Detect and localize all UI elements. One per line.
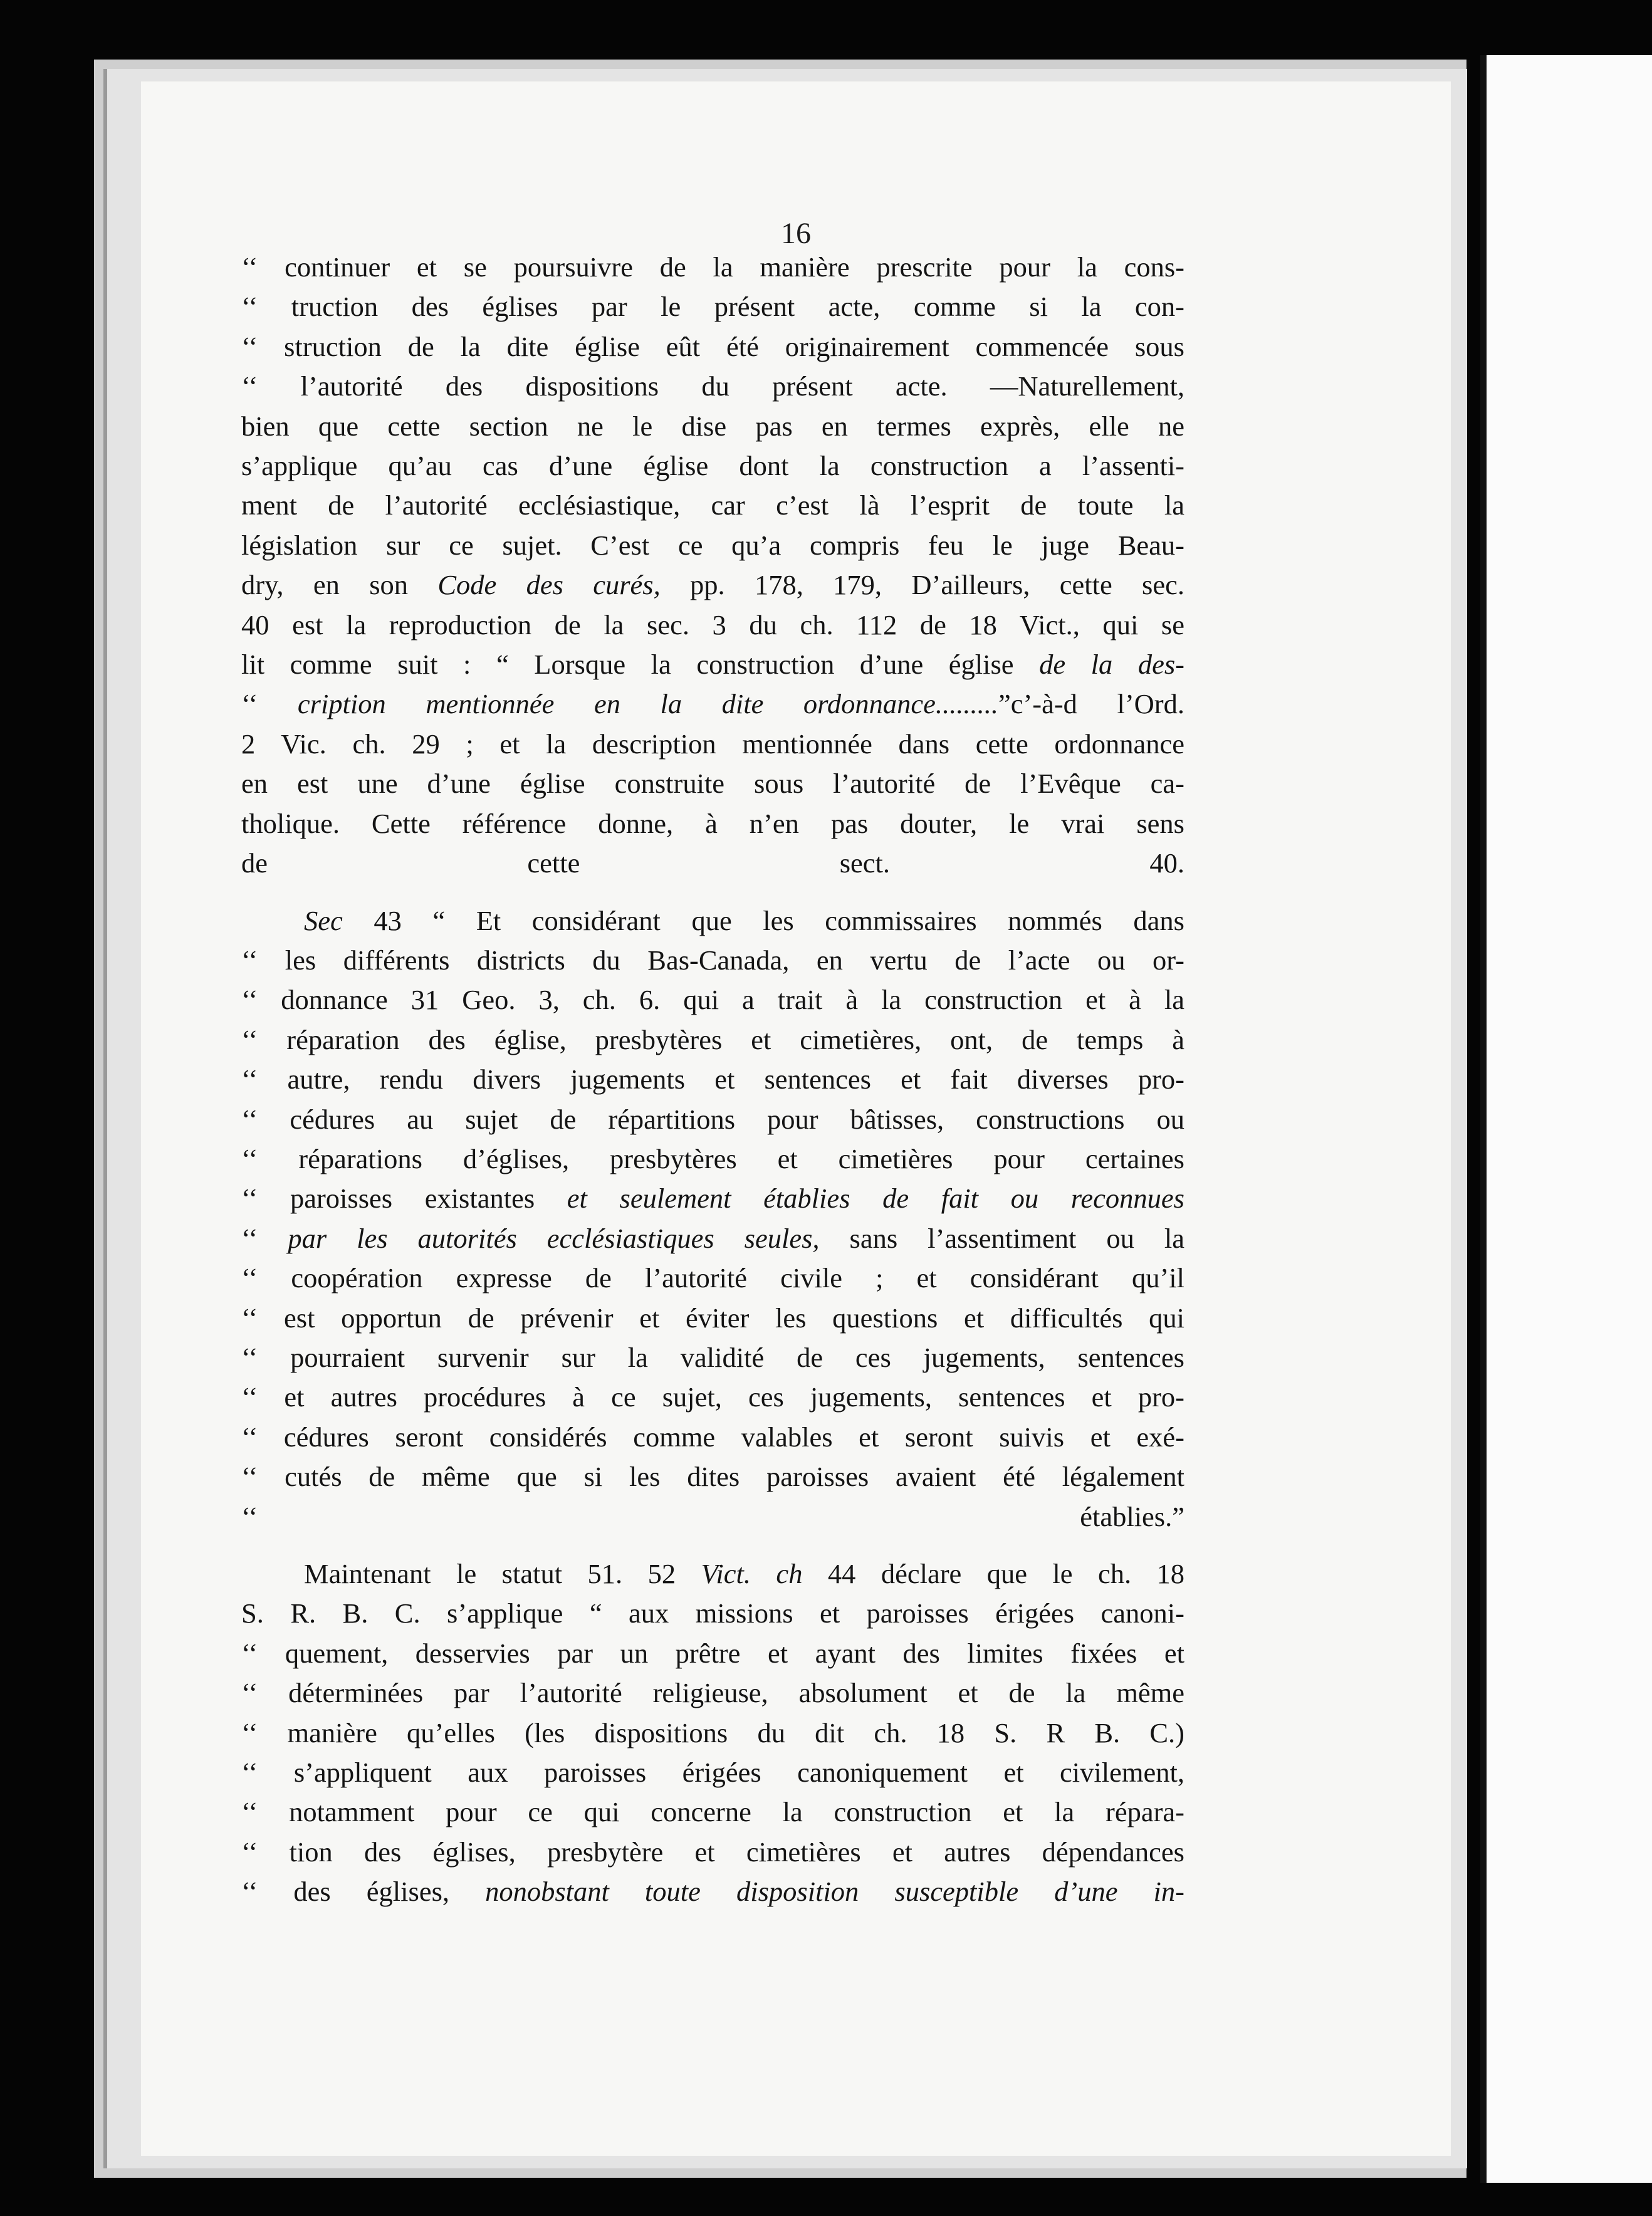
facing-page-edge xyxy=(1480,55,1652,2183)
text-line: ‘‘ truction des églises par le présent acte, comme si la con- xyxy=(241,291,1184,323)
paragraph-statute-continuation xyxy=(241,248,1184,884)
text-line: ‘‘ donnance 31 Geo. 3, ch. 6. qui a trait à la construction et à la xyxy=(241,984,1184,1016)
text-line: ‘‘ des églises, nonobstant toute disposition susceptible d’une in- xyxy=(241,1876,1184,1908)
text-line: ‘‘ établies.” xyxy=(241,1500,1184,1532)
text-line: ‘‘ tion des églises, presbytère et cimetières et autres dépendances xyxy=(241,1836,1184,1868)
text-line: ‘‘ pourraient survenir sur la validité de ces jugements, sentences xyxy=(241,1341,1184,1373)
paragraph-statute-51-52 xyxy=(241,1554,1184,1912)
italic-book-title: Code des curés, xyxy=(437,569,661,601)
text-line: législation sur ce sujet. C’est ce qu’a compris feu le juge Beau- xyxy=(241,529,1184,561)
text-line: 2 Vic. ch. 29 ; et la description mentionnée dans cette ordonnance xyxy=(241,728,1184,760)
text-line: ‘‘ coopération expresse de l’autorité civile ; et considérant qu’il xyxy=(241,1262,1184,1294)
text-line: Sec 43 “ Et considérant que les commissaires nommés dans xyxy=(304,904,1184,936)
paragraph-section-43 xyxy=(241,901,1184,1537)
italic-statute-ref: Vict. ch xyxy=(701,1558,803,1589)
italic-quote: de la des- xyxy=(1039,649,1184,681)
text-line: dry, en son Code des curés, pp. 178, 179, D’ailleurs, cette sec. xyxy=(241,569,1184,601)
text-line: ‘‘ quement, desservies par un prêtre et ayant des limites fixées et xyxy=(241,1637,1184,1669)
italic-quote: cription mentionnée en la dite ordonnance......... xyxy=(297,688,998,720)
text-line: ‘‘ cédures au sujet de répartitions pour bâtisses, constructions ou xyxy=(241,1103,1184,1135)
page-number: 16 xyxy=(781,217,811,250)
text-line: en est une d’une église construite sous l’autorité de l’Evêque ca- xyxy=(241,768,1184,800)
italic-emphasis: par les autorités ecclésiastiques seules, xyxy=(288,1222,820,1254)
text-line: ‘‘ cédures seront considérés comme valables et seront suivis et exé- xyxy=(241,1421,1184,1453)
text-line: ‘‘ notamment pour ce qui concerne la construction et la répara- xyxy=(241,1796,1184,1828)
text-line: ‘‘ cutés de même que si les dites paroisses avaient été légalement xyxy=(241,1461,1184,1493)
text-line: de cette sect. 40. xyxy=(241,847,1184,879)
text-line: ‘‘ l’autorité des dispositions du présent acte. —Naturellement, xyxy=(241,370,1184,402)
text-line: ‘‘ réparations d’églises, presbytères et cimetières pour certaines xyxy=(241,1142,1184,1174)
text-line: ‘‘ s’appliquent aux paroisses érigées canoniquement et civilement, xyxy=(241,1757,1184,1789)
italic-emphasis: et seulement établies de fait ou reconnues xyxy=(567,1183,1185,1215)
text-line: ‘‘ autre, rendu divers jugements et sentences et fait diverses pro- xyxy=(241,1064,1184,1095)
text-line: ‘‘ déterminées par l’autorité religieuse, absolument et de la même xyxy=(241,1677,1184,1709)
text-line: ‘‘ continuer et se poursuivre de la manière prescrite pour la cons- xyxy=(241,251,1184,283)
text-line: s’applique qu’au cas d’une église dont la construction a l’assenti- xyxy=(241,450,1184,482)
text-line: ‘‘ paroisses existantes et seulement établies de fait ou reconnues xyxy=(241,1183,1185,1215)
text-line: ‘‘ les différents districts du Bas-Canada, en vertu de l’acte ou or- xyxy=(241,944,1184,976)
page-body xyxy=(241,248,1184,1912)
text-line: 40 est la reproduction de la sec. 3 du ch. 112 de 18 Vict., qui se xyxy=(241,609,1184,640)
text-line: ment de l’autorité ecclésiastique, car c’est là l’esprit de toute la xyxy=(241,489,1184,521)
text-line: ‘‘ est opportun de prévenir et éviter les questions et difficultés qui xyxy=(241,1302,1184,1334)
text-line: bien que cette section ne le dise pas en termes exprès, elle ne xyxy=(241,410,1184,442)
italic-sec-label: Sec xyxy=(304,904,343,936)
italic-emphasis: nonobstant toute disposition susceptible d’une in- xyxy=(485,1876,1184,1908)
text-line: tholique. Cette référence donne, à n’en pas douter, le vrai sens xyxy=(241,807,1184,839)
text-line: ‘‘ par les autorités ecclésiastiques seules, sans l’assentiment ou la xyxy=(241,1222,1184,1254)
text-line: ‘‘ manière qu’elles (les dispositions du dit ch. 18 S. R B. C.) xyxy=(241,1717,1184,1748)
text-line: ‘‘ struction de la dite église eût été originairement commencée sous xyxy=(241,330,1184,362)
text-line: ‘‘ cription mentionnée en la dite ordonnance.........”c’-à-d l’Ord. xyxy=(241,688,1184,720)
text-line: ‘‘ et autres procédures à ce sujet, ces jugements, sentences et pro- xyxy=(241,1381,1184,1413)
text-line: S. R. B. C. s’applique “ aux missions et paroisses érigées canoni- xyxy=(241,1597,1184,1629)
text-line: ‘‘ réparation des église, presbytères et cimetières, ont, de temps à xyxy=(241,1023,1184,1055)
text-line: lit comme suit : “ Lorsque la construction d’une église de la des- xyxy=(241,649,1184,681)
text-line: Maintenant le statut 51. 52 Vict. ch 44 déclare que le ch. 18 xyxy=(304,1558,1185,1589)
